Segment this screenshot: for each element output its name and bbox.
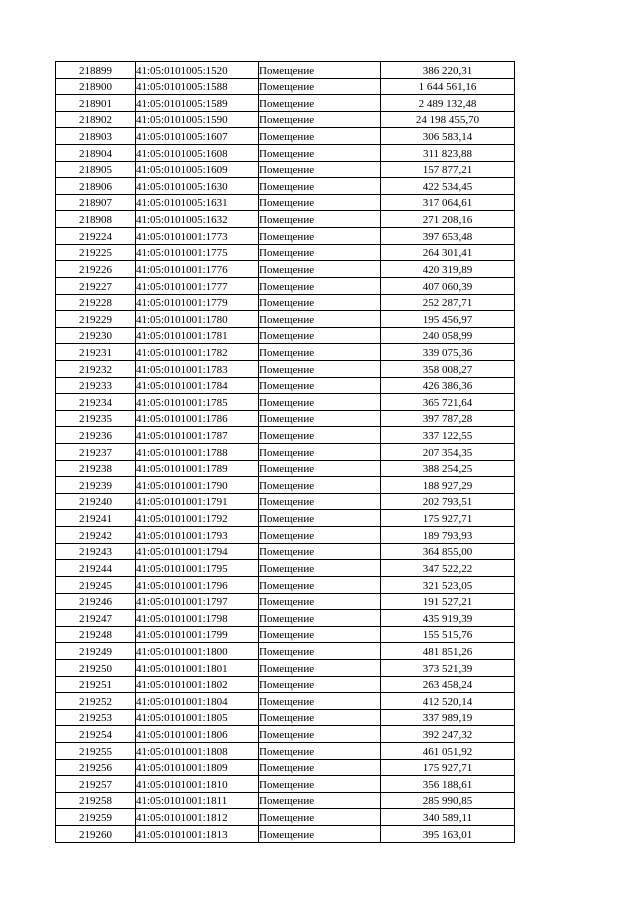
table-row (56, 510, 515, 527)
row-number-cell: 219231 (56, 344, 136, 361)
cadastral-value-cell: 207 354,35 (381, 444, 515, 461)
row-number-cell: 219249 (56, 643, 136, 660)
table-row (56, 78, 515, 95)
object-type-cell: Помещение (259, 527, 381, 544)
table-row (56, 610, 515, 627)
table-row (56, 493, 515, 510)
row-number-cell: 219234 (56, 394, 136, 411)
table-row (56, 145, 515, 162)
row-number-cell: 219226 (56, 261, 136, 278)
property-table (55, 61, 515, 843)
row-number-cell: 219229 (56, 311, 136, 328)
cadastral-number-cell: 41:05:0101001:1810 (136, 776, 259, 793)
object-type-cell: Помещение (259, 145, 381, 162)
row-number-cell: 219260 (56, 826, 136, 843)
cadastral-value-cell: 392 247,32 (381, 726, 515, 743)
table-row (56, 726, 515, 743)
object-type-cell: Помещение (259, 95, 381, 112)
table-row (56, 327, 515, 344)
cadastral-value-cell: 340 589,11 (381, 809, 515, 826)
object-type-cell: Помещение (259, 394, 381, 411)
row-number-cell: 219238 (56, 460, 136, 477)
table-row (56, 294, 515, 311)
object-type-cell: Помещение (259, 776, 381, 793)
cadastral-number-cell: 41:05:0101001:1794 (136, 543, 259, 560)
row-number-cell: 219240 (56, 493, 136, 510)
row-number-cell: 219225 (56, 244, 136, 261)
object-type-cell: Помещение (259, 244, 381, 261)
cadastral-number-cell: 41:05:0101005:1609 (136, 161, 259, 178)
object-type-cell: Помещение (259, 62, 381, 79)
cadastral-value-cell: 157 877,21 (381, 161, 515, 178)
object-type-cell: Помещение (259, 427, 381, 444)
table-row (56, 444, 515, 461)
table-row (56, 111, 515, 128)
table-row (56, 211, 515, 228)
table-row (56, 593, 515, 610)
cadastral-value-cell: 175 927,71 (381, 510, 515, 527)
table-row (56, 776, 515, 793)
row-number-cell: 219252 (56, 693, 136, 710)
table-row (56, 742, 515, 759)
table-row (56, 394, 515, 411)
cadastral-value-cell: 337 122,55 (381, 427, 515, 444)
cadastral-number-cell: 41:05:0101001:1802 (136, 676, 259, 693)
object-type-cell: Помещение (259, 128, 381, 145)
cadastral-number-cell: 41:05:0101001:1798 (136, 610, 259, 627)
table-row (56, 427, 515, 444)
cadastral-value-cell: 175 927,71 (381, 759, 515, 776)
table-row (56, 527, 515, 544)
row-number-cell: 219242 (56, 527, 136, 544)
cadastral-number-cell: 41:05:0101001:1791 (136, 493, 259, 510)
cadastral-number-cell: 41:05:0101005:1630 (136, 178, 259, 195)
table-row (56, 128, 515, 145)
cadastral-value-cell: 461 051,92 (381, 742, 515, 759)
cadastral-value-cell: 481 851,26 (381, 643, 515, 660)
object-type-cell: Помещение (259, 111, 381, 128)
cadastral-value-cell: 285 990,85 (381, 792, 515, 809)
cadastral-number-cell: 41:05:0101001:1784 (136, 377, 259, 394)
cadastral-value-cell: 388 254,25 (381, 460, 515, 477)
row-number-cell: 219248 (56, 626, 136, 643)
cadastral-number-cell: 41:05:0101001:1781 (136, 327, 259, 344)
cadastral-number-cell: 41:05:0101001:1789 (136, 460, 259, 477)
cadastral-number-cell: 41:05:0101005:1520 (136, 62, 259, 79)
cadastral-value-cell: 422 534,45 (381, 178, 515, 195)
cadastral-value-cell: 358 008,27 (381, 360, 515, 377)
cadastral-value-cell: 155 515,76 (381, 626, 515, 643)
cadastral-number-cell: 41:05:0101001:1775 (136, 244, 259, 261)
cadastral-value-cell: 435 919,39 (381, 610, 515, 627)
cadastral-number-cell: 41:05:0101001:1799 (136, 626, 259, 643)
cadastral-value-cell: 240 058,99 (381, 327, 515, 344)
cadastral-number-cell: 41:05:0101001:1776 (136, 261, 259, 278)
row-number-cell: 218904 (56, 145, 136, 162)
object-type-cell: Помещение (259, 693, 381, 710)
table-row (56, 277, 515, 294)
cadastral-number-cell: 41:05:0101001:1809 (136, 759, 259, 776)
row-number-cell: 219259 (56, 809, 136, 826)
cadastral-number-cell: 41:05:0101001:1783 (136, 360, 259, 377)
object-type-cell: Помещение (259, 311, 381, 328)
row-number-cell: 219257 (56, 776, 136, 793)
table-row (56, 809, 515, 826)
row-number-cell: 219237 (56, 444, 136, 461)
table-row (56, 560, 515, 577)
row-number-cell: 218903 (56, 128, 136, 145)
table-row (56, 576, 515, 593)
cadastral-value-cell: 311 823,88 (381, 145, 515, 162)
object-type-cell: Помещение (259, 626, 381, 643)
table-row (56, 161, 515, 178)
object-type-cell: Помещение (259, 211, 381, 228)
row-number-cell: 218906 (56, 178, 136, 195)
row-number-cell: 219253 (56, 709, 136, 726)
cadastral-value-cell: 347 522,22 (381, 560, 515, 577)
cadastral-value-cell: 264 301,41 (381, 244, 515, 261)
object-type-cell: Помещение (259, 659, 381, 676)
object-type-cell: Помещение (259, 493, 381, 510)
table-row (56, 676, 515, 693)
cadastral-number-cell: 41:05:0101001:1805 (136, 709, 259, 726)
cadastral-number-cell: 41:05:0101001:1795 (136, 560, 259, 577)
row-number-cell: 219255 (56, 742, 136, 759)
cadastral-value-cell: 364 855,00 (381, 543, 515, 560)
object-type-cell: Помещение (259, 277, 381, 294)
cadastral-value-cell: 271 208,16 (381, 211, 515, 228)
table-row (56, 759, 515, 776)
cadastral-value-cell: 202 793,51 (381, 493, 515, 510)
row-number-cell: 219228 (56, 294, 136, 311)
cadastral-value-cell: 386 220,31 (381, 62, 515, 79)
table-row (56, 643, 515, 660)
object-type-cell: Помещение (259, 161, 381, 178)
object-type-cell: Помещение (259, 593, 381, 610)
cadastral-number-cell: 41:05:0101001:1808 (136, 742, 259, 759)
table-row (56, 826, 515, 843)
row-number-cell: 219233 (56, 377, 136, 394)
row-number-cell: 219247 (56, 610, 136, 627)
object-type-cell: Помещение (259, 809, 381, 826)
object-type-cell: Помещение (259, 360, 381, 377)
object-type-cell: Помещение (259, 261, 381, 278)
cadastral-value-cell: 2 489 132,48 (381, 95, 515, 112)
row-number-cell: 219250 (56, 659, 136, 676)
row-number-cell: 219258 (56, 792, 136, 809)
object-type-cell: Помещение (259, 610, 381, 627)
object-type-cell: Помещение (259, 327, 381, 344)
row-number-cell: 219241 (56, 510, 136, 527)
cadastral-value-cell: 189 793,93 (381, 527, 515, 544)
cadastral-number-cell: 41:05:0101001:1779 (136, 294, 259, 311)
table-row (56, 178, 515, 195)
row-number-cell: 218900 (56, 78, 136, 95)
object-type-cell: Помещение (259, 194, 381, 211)
object-type-cell: Помещение (259, 510, 381, 527)
cadastral-number-cell: 41:05:0101005:1631 (136, 194, 259, 211)
object-type-cell: Помещение (259, 742, 381, 759)
row-number-cell: 219254 (56, 726, 136, 743)
object-type-cell: Помещение (259, 410, 381, 427)
table-row (56, 543, 515, 560)
row-number-cell: 218899 (56, 62, 136, 79)
cadastral-value-cell: 191 527,21 (381, 593, 515, 610)
cadastral-number-cell: 41:05:0101001:1782 (136, 344, 259, 361)
table-row (56, 377, 515, 394)
cadastral-value-cell: 337 989,19 (381, 709, 515, 726)
cadastral-number-cell: 41:05:0101001:1780 (136, 311, 259, 328)
table-row (56, 626, 515, 643)
cadastral-number-cell: 41:05:0101001:1785 (136, 394, 259, 411)
cadastral-value-cell: 365 721,64 (381, 394, 515, 411)
row-number-cell: 218905 (56, 161, 136, 178)
cadastral-value-cell: 321 523,05 (381, 576, 515, 593)
cadastral-value-cell: 339 075,36 (381, 344, 515, 361)
cadastral-number-cell: 41:05:0101001:1786 (136, 410, 259, 427)
object-type-cell: Помещение (259, 477, 381, 494)
property-table-body (56, 62, 515, 843)
object-type-cell: Помещение (259, 560, 381, 577)
table-row (56, 659, 515, 676)
cadastral-value-cell: 195 456,97 (381, 311, 515, 328)
cadastral-number-cell: 41:05:0101005:1588 (136, 78, 259, 95)
cadastral-number-cell: 41:05:0101001:1796 (136, 576, 259, 593)
cadastral-number-cell: 41:05:0101001:1797 (136, 593, 259, 610)
table-row (56, 194, 515, 211)
cadastral-number-cell: 41:05:0101005:1589 (136, 95, 259, 112)
cadastral-number-cell: 41:05:0101005:1632 (136, 211, 259, 228)
row-number-cell: 219239 (56, 477, 136, 494)
cadastral-number-cell: 41:05:0101001:1788 (136, 444, 259, 461)
cadastral-number-cell: 41:05:0101001:1801 (136, 659, 259, 676)
table-row (56, 709, 515, 726)
cadastral-number-cell: 41:05:0101001:1793 (136, 527, 259, 544)
row-number-cell: 218902 (56, 111, 136, 128)
cadastral-number-cell: 41:05:0101001:1787 (136, 427, 259, 444)
cadastral-value-cell: 263 458,24 (381, 676, 515, 693)
cadastral-value-cell: 397 653,48 (381, 228, 515, 245)
cadastral-value-cell: 356 188,61 (381, 776, 515, 793)
row-number-cell: 219245 (56, 576, 136, 593)
object-type-cell: Помещение (259, 228, 381, 245)
object-type-cell: Помещение (259, 543, 381, 560)
table-row (56, 311, 515, 328)
row-number-cell: 219243 (56, 543, 136, 560)
cadastral-number-cell: 41:05:0101001:1804 (136, 693, 259, 710)
cadastral-number-cell: 41:05:0101001:1812 (136, 809, 259, 826)
cadastral-value-cell: 1 644 561,16 (381, 78, 515, 95)
cadastral-value-cell: 317 064,61 (381, 194, 515, 211)
row-number-cell: 218901 (56, 95, 136, 112)
cadastral-value-cell: 397 787,28 (381, 410, 515, 427)
row-number-cell: 219235 (56, 410, 136, 427)
table-row (56, 792, 515, 809)
object-type-cell: Помещение (259, 643, 381, 660)
cadastral-value-cell: 24 198 455,70 (381, 111, 515, 128)
cadastral-number-cell: 41:05:0101001:1792 (136, 510, 259, 527)
cadastral-value-cell: 420 319,89 (381, 261, 515, 278)
cadastral-number-cell: 41:05:0101001:1773 (136, 228, 259, 245)
table-row (56, 244, 515, 261)
row-number-cell: 219236 (56, 427, 136, 444)
object-type-cell: Помещение (259, 178, 381, 195)
table-row (56, 344, 515, 361)
object-type-cell: Помещение (259, 792, 381, 809)
object-type-cell: Помещение (259, 377, 381, 394)
cadastral-value-cell: 306 583,14 (381, 128, 515, 145)
row-number-cell: 218907 (56, 194, 136, 211)
cadastral-number-cell: 41:05:0101005:1607 (136, 128, 259, 145)
object-type-cell: Помещение (259, 444, 381, 461)
row-number-cell: 219232 (56, 360, 136, 377)
row-number-cell: 219230 (56, 327, 136, 344)
object-type-cell: Помещение (259, 676, 381, 693)
table-row (56, 693, 515, 710)
cadastral-number-cell: 41:05:0101005:1608 (136, 145, 259, 162)
object-type-cell: Помещение (259, 294, 381, 311)
cadastral-number-cell: 41:05:0101001:1790 (136, 477, 259, 494)
cadastral-number-cell: 41:05:0101001:1806 (136, 726, 259, 743)
cadastral-number-cell: 41:05:0101001:1777 (136, 277, 259, 294)
table-row (56, 261, 515, 278)
object-type-cell: Помещение (259, 759, 381, 776)
row-number-cell: 219251 (56, 676, 136, 693)
cadastral-value-cell: 412 520,14 (381, 693, 515, 710)
row-number-cell: 218908 (56, 211, 136, 228)
object-type-cell: Помещение (259, 826, 381, 843)
row-number-cell: 219224 (56, 228, 136, 245)
table-row (56, 95, 515, 112)
object-type-cell: Помещение (259, 344, 381, 361)
object-type-cell: Помещение (259, 460, 381, 477)
cadastral-number-cell: 41:05:0101001:1811 (136, 792, 259, 809)
row-number-cell: 219246 (56, 593, 136, 610)
table-row (56, 228, 515, 245)
cadastral-value-cell: 373 521,39 (381, 659, 515, 676)
table-row (56, 410, 515, 427)
table-row (56, 360, 515, 377)
row-number-cell: 219227 (56, 277, 136, 294)
row-number-cell: 219244 (56, 560, 136, 577)
cadastral-value-cell: 188 927,29 (381, 477, 515, 494)
row-number-cell: 219256 (56, 759, 136, 776)
object-type-cell: Помещение (259, 78, 381, 95)
cadastral-number-cell: 41:05:0101001:1813 (136, 826, 259, 843)
object-type-cell: Помещение (259, 726, 381, 743)
cadastral-value-cell: 395 163,01 (381, 826, 515, 843)
cadastral-value-cell: 252 287,71 (381, 294, 515, 311)
cadastral-number-cell: 41:05:0101005:1590 (136, 111, 259, 128)
table-row (56, 477, 515, 494)
cadastral-number-cell: 41:05:0101001:1800 (136, 643, 259, 660)
cadastral-value-cell: 426 386,36 (381, 377, 515, 394)
object-type-cell: Помещение (259, 576, 381, 593)
object-type-cell: Помещение (259, 709, 381, 726)
table-row (56, 460, 515, 477)
table-row (56, 62, 515, 79)
cadastral-value-cell: 407 060,39 (381, 277, 515, 294)
